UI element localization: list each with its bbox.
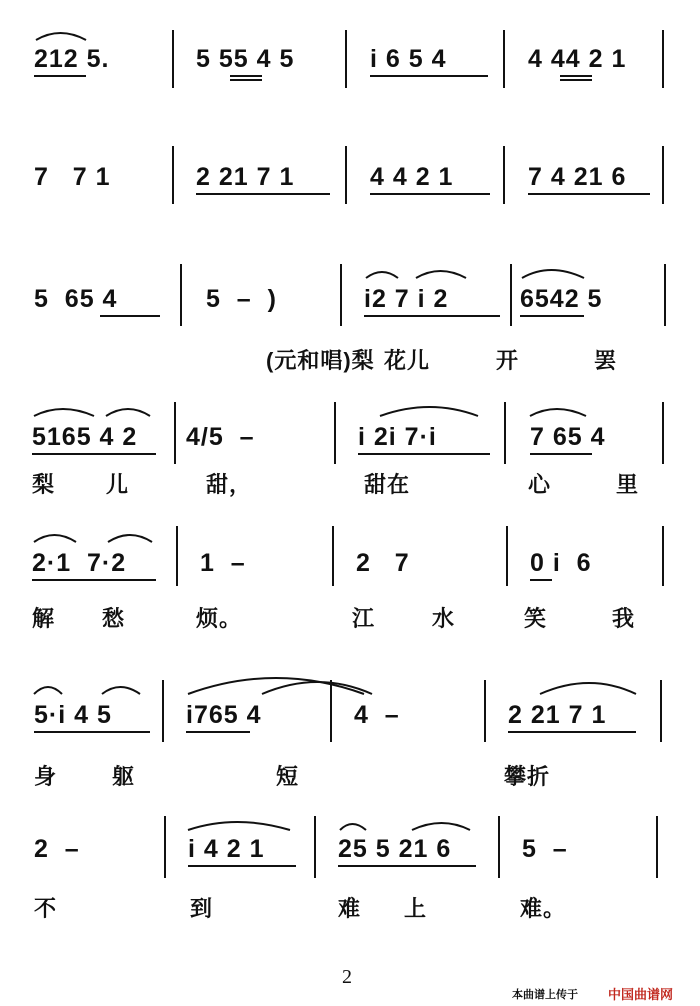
row7-lyric-2: 到	[190, 896, 214, 921]
row4-measure1: 5165 4 2	[32, 423, 138, 451]
row5-measure2: 1 –	[200, 549, 246, 577]
row2-measure3: 4 4 2 1	[370, 163, 454, 191]
page-number: 2	[342, 966, 352, 988]
row3-measure3: i2 7 i 2	[364, 285, 449, 313]
row1-measure4: 4 44 2 1	[528, 45, 627, 73]
row7-lyric-3: 难	[338, 896, 362, 921]
row6-lyric-1: 身	[34, 764, 58, 789]
row5-lyric-2: 愁	[102, 606, 126, 631]
footer-site-logo: 中国曲谱网	[608, 987, 674, 1002]
row4-lyric-4: 甜在	[364, 472, 411, 497]
row4-lyric-1: 梨	[32, 472, 56, 497]
row5-lyric-3: 烦。	[196, 606, 243, 631]
row5-lyric-7: 我	[612, 606, 636, 631]
row1-measure1: 212 5.	[34, 45, 110, 73]
row7-lyric-5: 难。	[520, 896, 567, 921]
row6-measure1: 5·i 4 5	[34, 701, 112, 729]
row7-measure1: 2 –	[34, 835, 80, 863]
row6-measure4: 2 21 7 1	[508, 701, 607, 729]
row5-measure3: 2 7	[356, 549, 410, 577]
row6-lyric-4: 攀折	[504, 764, 551, 789]
row3-measure4: 6542 5	[520, 285, 603, 313]
row2-measure2: 2 21 7 1	[196, 163, 295, 191]
row7-lyric-4: 上	[404, 896, 428, 921]
row4-lyric-2: 儿	[106, 472, 130, 497]
row6-measure3: 4 –	[354, 701, 400, 729]
row4-lyric-5: 心	[528, 472, 552, 497]
row3-measure2: 5 – )	[206, 285, 277, 313]
row2-measure4: 7 4 21 6	[528, 163, 627, 191]
row2-measure1: 7 7 1	[34, 163, 111, 191]
row1-measure2: 5 55 4 5	[196, 45, 295, 73]
row5-measure1: 2·1 7·2	[32, 549, 127, 577]
row4-lyric-6: 里	[616, 472, 640, 497]
row3-measure1: 5 65 4	[34, 285, 118, 313]
row5-lyric-6: 笑	[524, 606, 548, 631]
row6-measure2: i765 4	[186, 701, 262, 729]
footer-upload-text: 本曲谱上传于	[512, 989, 578, 1001]
row4-measure4: 7 65 4	[530, 423, 606, 451]
row3-lyric-3: 开	[496, 348, 520, 373]
row4-measure2: 4/5 –	[186, 423, 255, 451]
row7-measure2: i 4 2 1	[188, 835, 265, 863]
row7-lyric-1: 不	[34, 896, 58, 921]
row6-lyric-3: 短	[276, 764, 300, 789]
row6-lyric-2: 躯	[112, 764, 136, 789]
row4-lyric-3: 甜，	[206, 472, 253, 497]
row5-lyric-5: 水	[432, 606, 456, 631]
row5-lyric-1: 解	[32, 606, 56, 631]
row3-lyric-4: 罢	[594, 348, 618, 373]
row7-measure4: 5 –	[522, 835, 568, 863]
row5-measure4: 0 i 6	[530, 549, 592, 577]
row1-measure3: i 6 5 4	[370, 45, 447, 73]
row5-lyric-4: 江	[352, 606, 376, 631]
row3-lyric-2: 花儿	[384, 348, 431, 373]
row7-measure3: 25 5 21 6	[338, 835, 452, 863]
row3-lyric-1: (元和唱)梨	[266, 348, 375, 373]
row4-measure3: i 2i 7·i	[358, 423, 437, 451]
